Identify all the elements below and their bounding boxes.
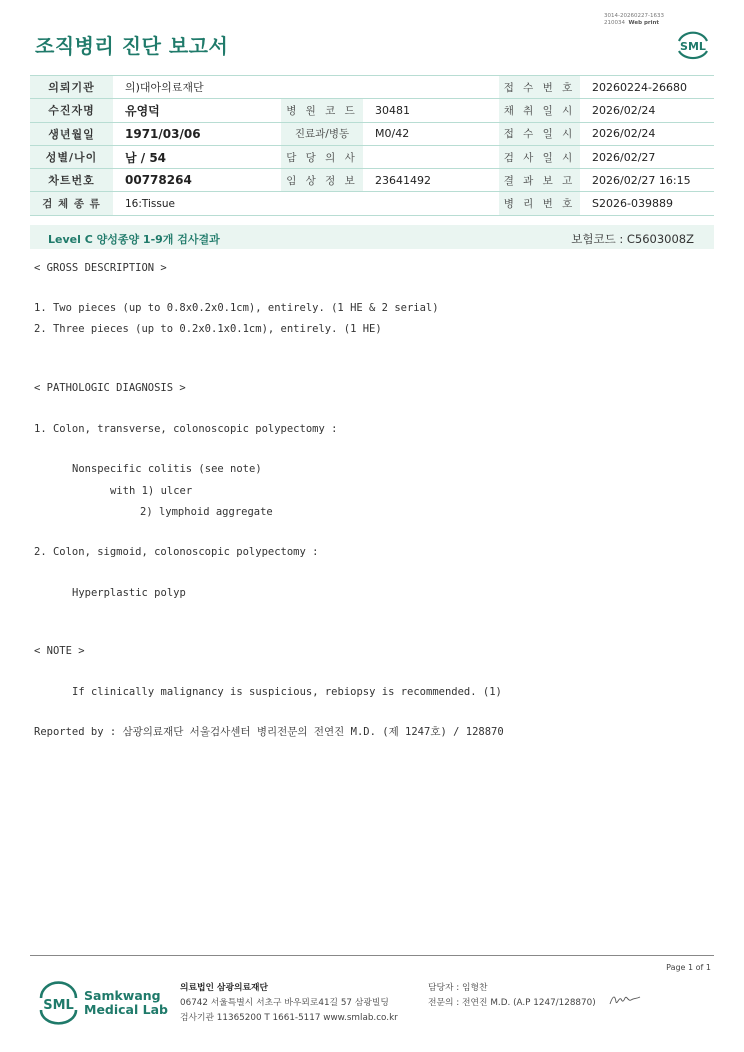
page-number: Page 1 of 1 [666,963,711,972]
insurance-code: 보험코드 : C5603008Z [571,232,694,246]
footer-divider [30,955,714,956]
value-hospital-code: 30481 [363,99,499,122]
org-contact: 검사기관 11365200 T 1661-5117 www.smlab.co.kr [180,1013,398,1023]
info-row [30,145,714,168]
value-pathology-no: S2026-039889 [580,192,714,215]
label-chart-no: 차트번호 [30,169,113,192]
value-sex-age: 남 / 54 [113,145,281,168]
info-row [30,192,714,215]
print-meta [604,13,664,27]
footer-staff [428,981,596,1011]
web-print-label: Web print [628,20,660,26]
value-department: M0/42 [363,122,499,145]
test-level-bar [30,225,714,249]
reported-by: Reported by : 삼광의료재단 서울검사센터 병리전문의 전연진 M.D. (제 1247호) / 128870 [34,726,504,738]
label-patient-name: 수진자명 [30,99,113,122]
footer-brand [84,989,168,1017]
label-physician: 담 당 의 사 [281,145,363,168]
label-sex-age: 성별/나이 [30,145,113,168]
label-clinical-info: 임 상 정 보 [281,169,363,192]
label-hospital-code: 병 원 코 드 [281,99,363,122]
sml-logo-icon [673,27,713,63]
label-specimen-type: 검 체 종 류 [30,192,113,215]
diagnosis-1-detail-1: with 1) ulcer [110,485,193,497]
diagnosis-item-1: 1. Colon, transverse, colonoscopic polypectomy : [34,423,338,435]
value-chart-no: 00778264 [113,169,281,192]
gross-item-2: 2. Three pieces (up to 0.2x0.1x0.1cm), entirely. (1 HE) [34,323,382,335]
gross-item-1: 1. Two pieces (up to 0.8x0.2x0.1cm), entirely. (1 HE & 2 serial) [34,302,439,314]
value-specimen-type: 16:Tissue [113,192,281,215]
value-requesting-org: 의)대아의료재단 [113,76,281,99]
value-result-report: 2026/02/27 16:15 [580,169,714,192]
test-level-label: Level C 양성종양 1-9개 검사결과 [48,233,220,246]
value-clinical-info: 23641492 [363,169,499,192]
report-title: 조직병리 진단 보고서 [35,34,229,58]
label-result-report: 결 과 보 고 [499,169,580,192]
value-test-date: 2026/02/27 [580,145,714,168]
value-patient-name: 유영덕 [113,99,281,122]
label-department: 진료과/병동 [281,122,363,145]
brand-line-1: Samkwang [84,988,161,1003]
label-birth-date: 생년월일 [30,122,113,145]
value-receipt-no: 20260224-26680 [580,76,714,99]
note-heading: < NOTE > [34,645,85,657]
gross-heading: < GROSS DESCRIPTION > [34,262,167,274]
info-row [30,169,714,192]
info-row [30,122,714,145]
sml-logo-icon [36,981,81,1026]
label-collection-date: 채 취 일 시 [499,99,580,122]
value-collection-date: 2026/02/24 [580,99,714,122]
print-code: 3014-20260227-1633 [604,13,664,19]
label-receipt-no: 접 수 번 호 [499,76,580,99]
info-row [30,99,714,122]
print-code-2: 210034 [604,20,625,26]
org-address: 06742 서울특별시 서초구 바우뫼로41길 57 삼광빌딩 [180,998,389,1008]
org-name: 의료법인 삼광의료재단 [180,983,269,993]
value-physician [363,145,499,168]
logo-text: SML [43,998,74,1013]
diagnosis-item-2: 2. Colon, sigmoid, colonoscopic polypectomy : [34,546,319,558]
value-receipt-date: 2026/02/24 [580,122,714,145]
staff-pathologist: 전문의 : 전연진 M.D. (A.P 1247/128870) [428,998,596,1008]
footer-organization [180,981,398,1026]
note-text: If clinically malignancy is suspicious, rebiopsy is recommended. (1) [72,686,502,698]
diagnosis-2-finding: Hyperplastic polyp [72,587,186,599]
staff-in-charge: 담당자 : 임형찬 [428,983,488,993]
info-row [30,76,714,99]
label-test-date: 검 사 일 시 [499,145,580,168]
value-birth-date: 1971/03/06 [113,122,281,145]
signature-icon [608,993,642,1007]
label-requesting-org: 의뢰기관 [30,76,113,99]
diagnosis-1-detail-2: 2) lymphoid aggregate [140,506,273,518]
label-receipt-date: 접 수 일 시 [499,122,580,145]
brand-line-2: Medical Lab [84,1002,168,1017]
label-pathology-no: 병 리 번 호 [499,192,580,215]
logo-text: SML [680,40,706,53]
diagnosis-heading: < PATHOLOGIC DIAGNOSIS > [34,382,186,394]
patient-info-table [30,75,714,216]
diagnosis-1-finding: Nonspecific colitis (see note) [72,463,262,475]
